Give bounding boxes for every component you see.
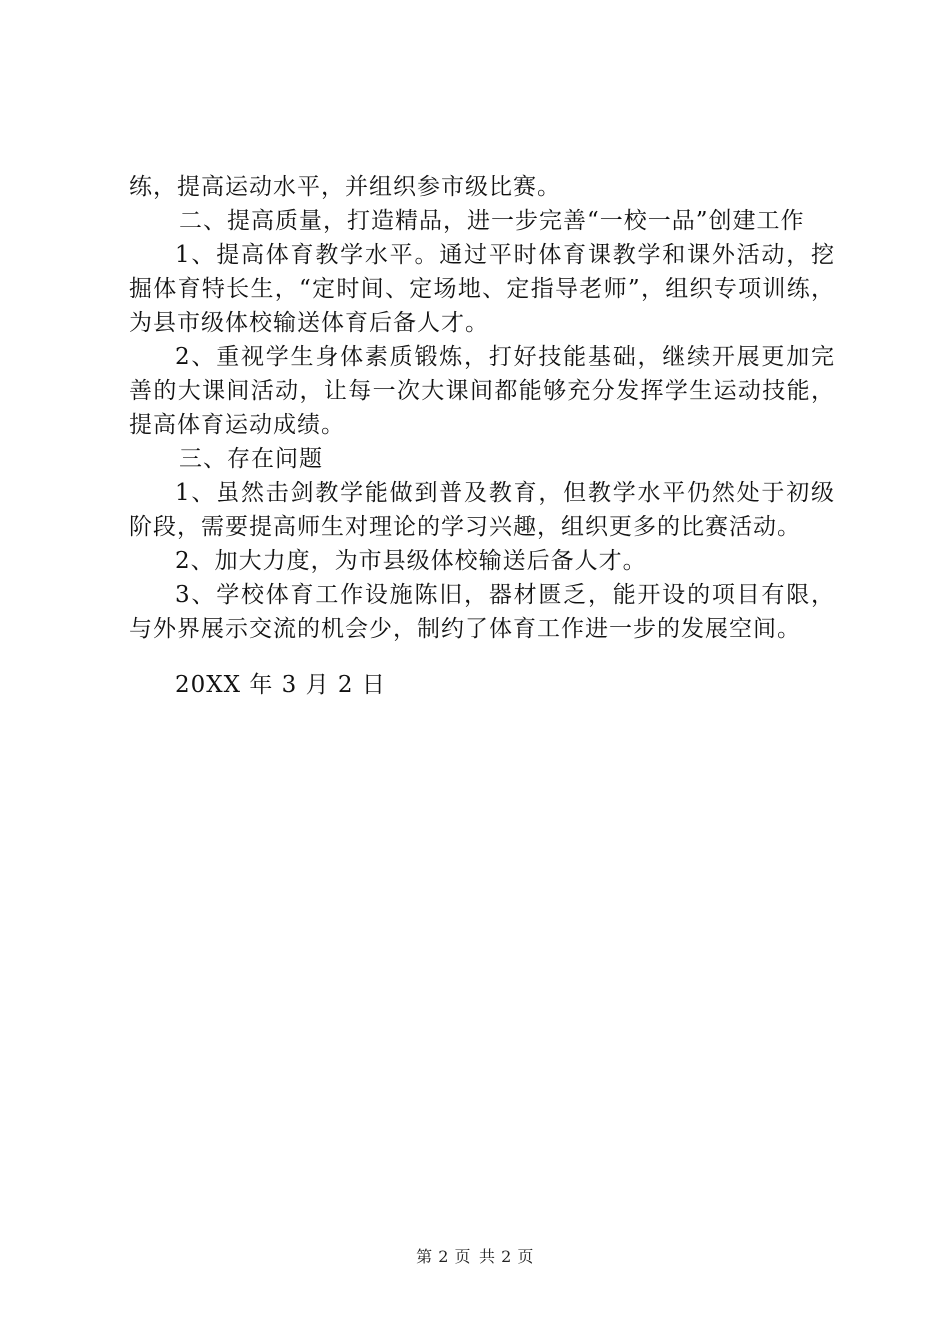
section-heading-3: 三、存在问题 <box>179 446 323 472</box>
document-date: 20XX 年 3 月 2 日 <box>175 672 386 698</box>
paragraph-item-3-2: 2、加大力度，为市县级体校输送后备人才。 <box>175 548 647 574</box>
paragraph-continuation: 练，提高运动水平，并组织参市级比赛。 <box>129 174 561 200</box>
section-heading-2: 二、提高质量，打造精品，进一步完善“一校一品”创建工作 <box>179 208 805 234</box>
paragraph-item-3-1: 1、虽然击剑教学能做到普及教育，但教学水平仍然处于初级阶段，需要提高师生对理论的学习兴趣，组织更多的比赛活动。 <box>129 480 835 540</box>
page-footer <box>0 1244 950 1267</box>
page-total: 共 2 页 <box>479 1247 534 1266</box>
document-body <box>129 170 835 702</box>
paragraph-item-2-2: 2、重视学生身体素质锻炼，打好技能基础，继续开展更加完善的大课间活动，让每一次大课间都能够充分发挥学生运动技能，提高体育运动成绩。 <box>129 344 835 438</box>
paragraph-item-3-3: 3、学校体育工作设施陈旧，器材匮乏，能开设的项目有限，与外界展示交流的机会少，制约了体育工作进一步的发展空间。 <box>129 582 835 642</box>
page-number: 第 2 页 <box>416 1247 471 1266</box>
paragraph-item-2-1: 1、提高体育教学水平。通过平时体育课教学和课外活动，挖掘体育特长生，“定时间、定场地、定指导老师”，组织专项训练，为县市级体校输送体育后备人才。 <box>129 242 835 336</box>
